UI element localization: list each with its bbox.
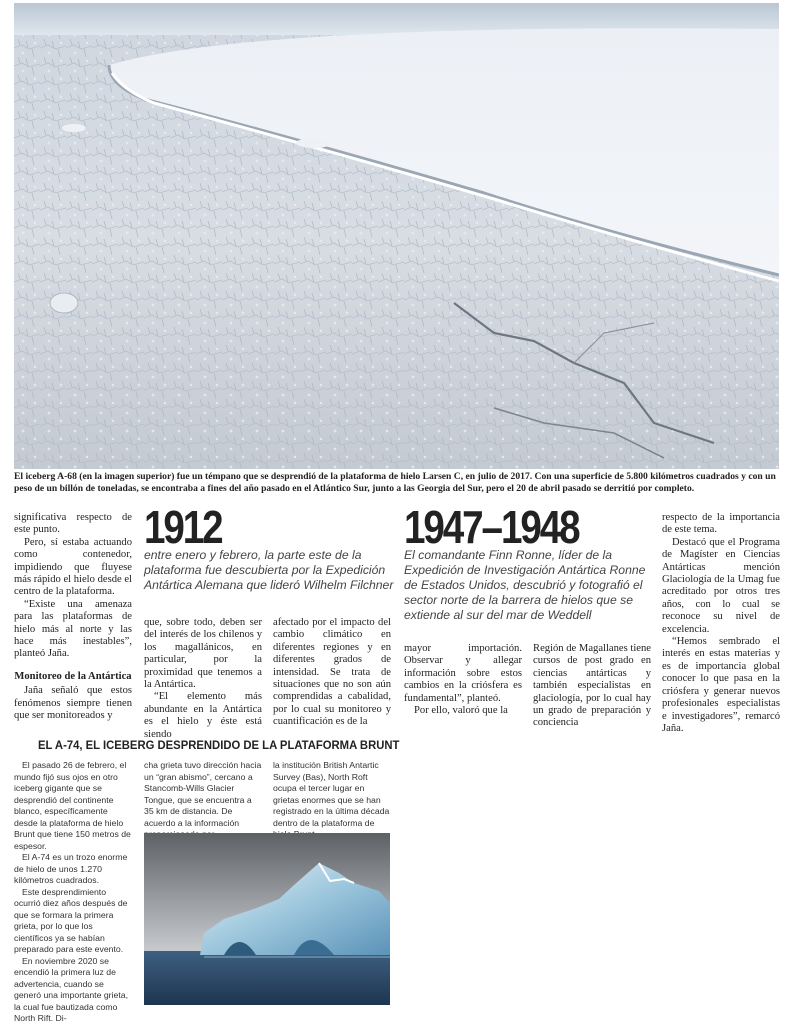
iceberg-photo <box>144 833 390 1005</box>
paragraph: Jaña señaló que estos fenómenos siempre tienen que ser monitoreados y <box>14 685 132 722</box>
article-column-5 <box>533 643 651 730</box>
highlight-year-1947-1948: 1947–1948 <box>404 501 579 553</box>
article-column-4 <box>404 643 522 717</box>
paragraph: “El elemento más abundante en la Antártica es el hielo y éste está siendo <box>144 691 262 740</box>
side-story-column-3 <box>273 760 391 841</box>
photo-caption: El iceberg A-68 (en la imagen superior) fue un témpano que se desprendió de la plataforma de hielo Larsen C, en julio de 2017. Con una superficie de 5.800 kilómetros cuadrados y con un peso de un billón de toneladas, se encontraba a fines del año pasado en el Atlántico Sur, junto a las Georgia del Sur, pero el 20 de abril pasado se derritió por completo. <box>14 471 776 495</box>
paragraph: cha grieta tuvo dirección hacia un “gran abismo”, cercano a Stancomb-Wills Glacier Tongue, que se encuentra a 35 km de distancia. De acuerdo a la información <box>144 760 262 828</box>
paragraph: En noviembre 2020 se encendió la primera luz de advertencia, cuando se generó una importante grieta, la cual fue bautizada como North Rift. Di- <box>14 955 128 1023</box>
paragraph: Por ello, valoró que la <box>414 705 508 717</box>
side-story-title: EL A-74, EL ICEBERG DESPRENDIDO DE LA PLATAFORMA BRUNT <box>38 738 400 752</box>
article-column-3 <box>273 617 391 729</box>
paragraph: afectado por el impacto del cambio climático en diferentes regiones y en diferentes grados de intensidad. Se trata de situaciones que no son aún comprendidas a cabalidad, por lo cual su monitoreo y cuantificación es de la <box>273 617 391 728</box>
highlight-text-1912: entre enero y febrero, la parte este de la plataforma fue descubierta por la Expedición Antártica Alemana que lideró Wilhelm Filchner <box>144 548 394 592</box>
article-column-6 <box>662 512 780 735</box>
article-column-2 <box>144 617 262 741</box>
paragraph: que, sobre todo, deben ser del interés de los chilenos y los magallánicos, en particular, por la proximidad que tenemos a la Antártica. <box>144 617 262 691</box>
paragraph: Destacó que el Programa de Magíster en Ciencias Antárticas mención Glaciología de la Umag fue acreditado por otros tres años, con lo cual se reconoce su nivel de excelencia. <box>662 536 780 635</box>
paragraph: “Hemos sembrado el interés en estas materias y es de importancia global conocer lo que pasa en la criósfera y generar nuevos profesionales especialistas e investigadores”, remarcó Jaña. <box>662 636 780 734</box>
paragraph: la institución British Antartic Survey (Bas), North Roft ocupa el tercer lugar en grietas enormes que se han registrado en la última década dentro de la plataforma de <box>273 760 390 828</box>
paragraph: “Existe una amenaza para las plataformas de hielo más al norte y las hace más inestables”, planteó Jaña. <box>14 598 132 660</box>
side-story-column-2 <box>144 760 262 841</box>
paragraph: El A-74 es un trozo enorme de hielo de unos 1.270 kilómetros cuadrados. <box>14 852 128 885</box>
side-story-column-1 <box>14 760 132 1025</box>
paragraph: mayor importación. Observar y allegar información sobre estos cambios en la criósfera es fundamental”, planteó. <box>404 643 522 704</box>
highlight-year-1912: 1912 <box>144 501 222 553</box>
paragraph: Pero, sí estaba actuando como contenedor, impidiendo que fluyese más rápido el hielo desde el centro de la plataforma. <box>14 536 132 598</box>
subheading: Monitoreo de la Antártica <box>14 670 132 682</box>
paragraph: significativa respecto de este punto. <box>14 512 132 536</box>
paragraph: Este desprendimiento ocurrió diez años después de que se formara la primera grieta, por lo que los científicos ya se habían preparado para este evento. <box>14 886 128 954</box>
iceberg-illustration <box>144 833 390 1005</box>
paragraph: Región de Magallanes tiene cursos de post grado en ciencias antárticas y también especialistas en glaciología, por lo cual hay un grado de preparación y conciencia <box>533 643 651 729</box>
top-photo-sea-ice <box>14 3 779 469</box>
article-column-1 <box>14 512 132 723</box>
highlight-text-1947-1948: El comandante Finn Ronne, líder de la Expedición de Investigación Antártica Ronne de Estados Unidos, descubrió y fotografió el sector norte de la barrera de hielos que se extiende al sur del mar de Weddell <box>404 548 646 622</box>
paragraph: El pasado 26 de febrero, el mundo fijó sus ojos en otro iceberg gigante que se desprendió del continente blanco, específicamente desde la plataforma de hielo Brunt que tiene 150 metros de espesor. <box>14 760 131 851</box>
sea-ice-illustration <box>14 3 779 469</box>
paragraph: respecto de la importancia de este tema. <box>662 512 780 536</box>
